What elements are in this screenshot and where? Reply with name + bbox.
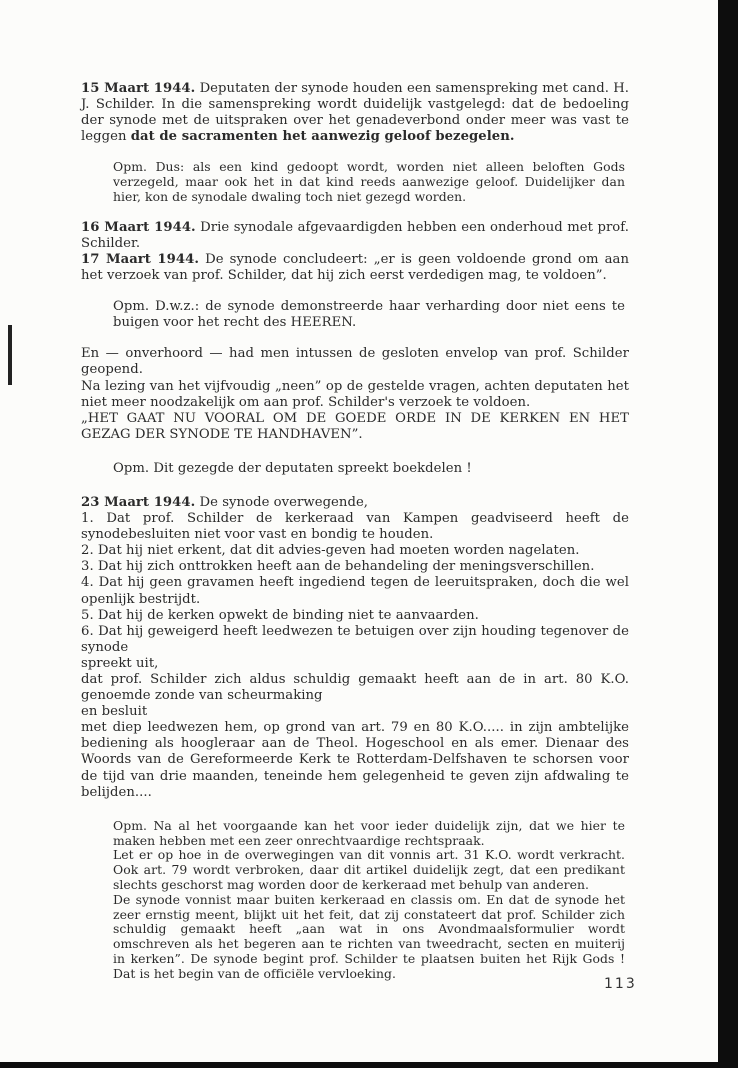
entry-text: De synode concludeert: „er is geen voldoende grond om aan het verzoek van prof. Schilder, dat hij zich eerst verdedigen mag, te voldoen”. xyxy=(81,251,629,284)
entry-23-maart xyxy=(81,495,629,511)
entry-text: Drie synodale afgevaardigden hebben een onderhoud met prof. Schilder. xyxy=(81,219,629,251)
paragraph-quote: „HET GAAT NU VOORAL OM DE GOEDE ORDE IN DE KERKEN EN HET GEZAG DER SYNODE TE HANDHAVEN”. xyxy=(81,410,629,442)
entry-text: Deputaten der synode houden een samenspreking met cand. H. J. Schilder. In die samenspreking wordt duidelijk vastgelegd: dat de bedoeling der synode met de uitspraken over het genadeverbond onder meer was vast te leggen xyxy=(81,81,629,145)
page-number: 113 xyxy=(604,976,637,992)
verdict-declaration: dat prof. Schilder zich aldus schuldig gemaakt heeft aan de in art. 80 K.O. genoemde zonde van scheurmaking xyxy=(81,672,629,704)
note-3: Opm. Dit gezegde der deputaten spreekt boekdelen ! xyxy=(113,460,472,476)
entry-date: 16 Maart 1944. xyxy=(81,219,196,235)
entry-17-maart xyxy=(81,252,629,284)
verdict-speaks: spreekt uit, xyxy=(81,655,159,671)
verdict-decision: met diep leedwezen hem, op grond van art. 79 en 80 K.O..... in zijn ambtelijke bediening als hoogleraar aan de Theol. Hogeschool en als emer. Dienaar des Woords van de Gereformeerde Kerk te Rotterdam-Delfshaven te schorsen voor de tijd van drie maanden, teneinde hem gelegenheid te geven zijn afdwaling te belijden.... xyxy=(81,720,629,800)
final-note-paragraph: De synode vonnist maar buiten kerkeraad en classis om. En dat de synode het zeer ernstig meent, blijkt uit het feit, dat zij constateert dat prof. Schilder zich schuldig gemaakt heeft „aan wat in ons Avondmaalsformulier wordt omschreven als het begeren aan te richten van tweedracht, secten en muiterij in kerken”. De synode begint prof. Schilder te plaatsen buiten het Rijk Gods ! Dat is het begin van de officiële vervloeking. xyxy=(113,891,625,981)
page-content xyxy=(81,81,629,982)
entry-text: De synode overwegende, xyxy=(199,494,369,510)
entry-15-maart xyxy=(81,81,629,145)
consideration-4: 4. Dat hij geen gravamen heeft ingediend tegen de leeruitspraken, doch die wel openlijk bestrijdt. xyxy=(81,575,629,607)
paragraph-reading: Na lezing van het vijfvoudig „neen” op de gestelde vragen, achten deputaten het niet meer noodzakelijk om aan prof. Schilder's verzoek te voldoen. xyxy=(81,378,629,410)
entry-date: 15 Maart 1944. xyxy=(81,81,196,96)
scan-edge-bottom xyxy=(0,1062,738,1068)
consideration-3: 3. Dat hij zich onttrokken heeft aan de behandeling der meningsverschillen. xyxy=(81,559,595,575)
scan-margin-mark xyxy=(8,325,12,385)
entry-date: 17 Maart 1944. xyxy=(81,251,199,267)
entry-emphasis: dat de sacramenten het aanwezig geloof bezegelen. xyxy=(130,129,515,145)
verdict-decides: en besluit xyxy=(81,704,148,720)
consideration-5: 5. Dat hij de kerken opwekt de binding niet te aanvaarden. xyxy=(81,607,479,623)
note-1: Opm. Dus: als een kind gedoopt wordt, worden niet alleen beloften Gods verzegeld, maar ook het in dat kind reeds aanwezige geloof. Duidelijker dan hier, kon de synodale dwaling toch niet gezegd worden. xyxy=(113,159,625,204)
final-note xyxy=(113,819,625,982)
consideration-6: 6. Dat hij geweigerd heeft leedwezen te betuigen over zijn houding tegenover de synode xyxy=(81,623,629,655)
entry-date: 23 Maart 1944. xyxy=(81,494,196,510)
entry-16-maart xyxy=(81,220,629,252)
final-note-paragraph: Let er op hoe in de overwegingen van dit vonnis art. 31 K.O. wordt verkracht. Ook art. 79 wordt verbroken, daar dit artikel duidelijk zegt, dat een predikant slechts geschorst mag worden door de kerkeraad met behulp van anderen. xyxy=(113,847,625,892)
final-note-paragraph: Opm. Na al het voorgaande kan het voor ieder duidelijk zijn, dat we hier te maken hebben met een zeer onrechtvaardige rechtspraak. xyxy=(113,817,625,848)
consideration-2: 2. Dat hij niet erkent, dat dit advies-geven had moeten worden nagelaten. xyxy=(81,543,580,559)
scan-edge-right xyxy=(718,0,738,1068)
note-2: Opm. D.w.z.: de synode demonstreerde haar verharding door niet eens te buigen voor het recht des HEEREN. xyxy=(113,299,625,331)
paragraph-envelope: En — onverhoord — had men intussen de gesloten envelop van prof. Schilder geopend. xyxy=(81,346,629,378)
consideration-1: 1. Dat prof. Schilder de kerkeraad van Kampen geadviseerd heeft de synodebesluiten niet voor vast en bondig te houden. xyxy=(81,511,629,543)
